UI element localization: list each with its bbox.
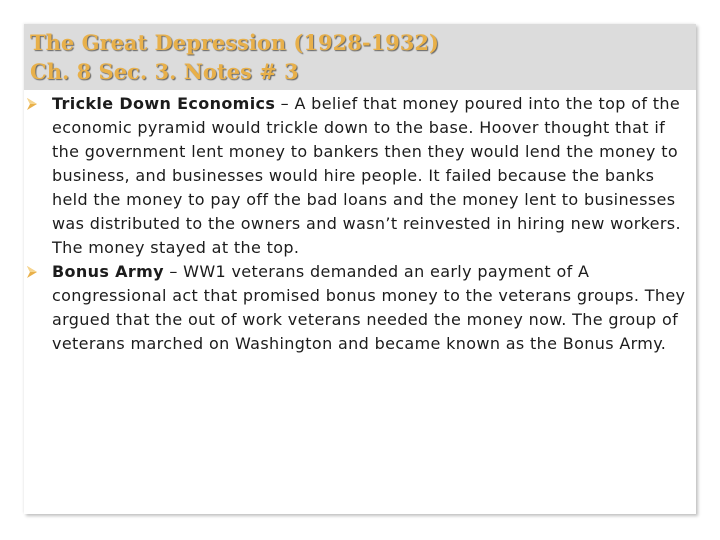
bullet-trickle-down bbox=[26, 92, 694, 260]
arrow-bullet-icon bbox=[26, 98, 38, 110]
bullet-term: Trickle Down Economics bbox=[52, 94, 276, 113]
title-line-2: Ch. 8 Sec. 3. Notes # 3 bbox=[30, 59, 299, 84]
bullet-text: – A belief that money poured into the top of the economic pyramid would trickle down to the base. Hoover thought that if the government lent money to bankers then they would lend the money to business, and businesses would hire people. It failed because the banks held the money to pay off the bad loans and the money lent to businesses was distributed to the owners and wasn’t reinvested in hiring new workers. The money stayed at the top. bbox=[52, 94, 681, 257]
title-line-1: The Great Depression (1928-1932) bbox=[30, 30, 439, 55]
slide-title bbox=[30, 28, 439, 86]
bullet-term: Bonus Army bbox=[52, 262, 164, 281]
bullet-text: – WW1 veterans demanded an early payment of A congressional act that promised bonus money to the veterans groups. They argued that the out of work veterans needed the money now. The group of veterans marched on Washington and became known as the Bonus Army. bbox=[52, 262, 686, 353]
bullet-list bbox=[26, 92, 694, 356]
arrow-bullet-icon bbox=[26, 266, 38, 278]
bullet-bonus-army bbox=[26, 260, 694, 356]
